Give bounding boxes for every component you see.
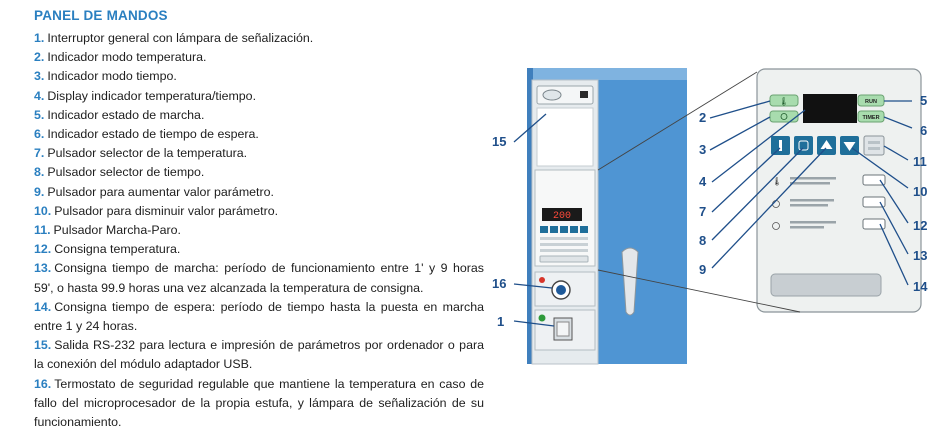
legend-item-text: Pulsador selector de la temperatura.	[47, 146, 248, 161]
legend-item-number: 4.	[34, 88, 45, 103]
callout-13: 13	[913, 248, 928, 263]
legend-item-number: 11.	[34, 223, 51, 238]
legend-item-number: 5.	[34, 107, 45, 122]
legend-item-text: Salida RS-232 para lectura e impresión de parámetros por ordenador o para la conexión del módulo adaptador USB.	[34, 338, 484, 372]
consign-temperature-text-line	[790, 182, 830, 185]
mini-button	[570, 226, 578, 233]
callout-5: 5	[920, 93, 928, 108]
legend-item-number: 10.	[34, 203, 52, 218]
legend-item-number: 8.	[34, 165, 45, 180]
consign-wait-time-text-line	[790, 226, 824, 229]
legend-item-number: 1.	[34, 31, 45, 45]
main-switch-lamp	[539, 315, 546, 322]
thermometer-icon: 🌡	[778, 97, 790, 106]
legend-item-number: 14.	[34, 299, 52, 314]
thermostat-lamp	[539, 277, 545, 283]
legend-item-text: Indicador estado de tiempo de espera.	[47, 127, 259, 142]
legend-item-number: 9.	[34, 184, 45, 199]
legend-item-text: Pulsador para disminuir valor parámetro.	[54, 203, 279, 218]
callout-10: 10	[913, 184, 928, 199]
run-stop-label-line	[868, 147, 880, 150]
mini-button	[550, 226, 558, 233]
timer-label: TIMER	[862, 115, 880, 121]
legend-item-number: 3.	[34, 69, 45, 84]
run-label: RUN	[865, 99, 877, 105]
callout-7: 7	[699, 204, 707, 219]
run-stop-label-line	[868, 141, 880, 144]
rs232-socket	[580, 91, 588, 98]
button-run-stop	[864, 136, 884, 155]
legend-item-number: 12.	[34, 242, 52, 257]
mini-button	[580, 226, 588, 233]
callout-14: 14	[913, 279, 928, 294]
callout-6: 6	[920, 123, 928, 138]
mini-display-value: 200	[552, 211, 572, 222]
legend-item-number: 7.	[34, 146, 45, 161]
zoomed-panel	[757, 69, 921, 312]
legend-item-number: 13.	[34, 261, 52, 276]
callout-11: 11	[913, 154, 927, 169]
legend-item-text: Display indicador temperatura/tiempo.	[47, 88, 257, 103]
legend-item-number: 15.	[34, 338, 52, 353]
consign-run-time-text-line	[790, 199, 834, 202]
legend-item-number: 16.	[34, 376, 52, 391]
oven-top-edge	[527, 68, 687, 80]
consign-wait-time-text-line	[790, 221, 836, 224]
oven-illustration	[527, 68, 687, 364]
consign-run-time-text-line	[790, 204, 828, 207]
main-switch-rocker	[557, 322, 569, 336]
legend-item-text: Pulsador Marcha-Paro.	[53, 223, 181, 238]
mini-consign-line	[540, 243, 588, 246]
legend-title: PANEL DE MANDOS	[34, 8, 168, 23]
callout-9: 9	[699, 262, 707, 277]
mini-button	[540, 226, 548, 233]
mini-bottom-slot	[540, 256, 588, 262]
thermometer-icon: 🌡	[772, 177, 783, 186]
legend-item-number: 2.	[34, 50, 45, 65]
legend-item-text: Consigna tiempo de espera: período de tiempo hasta la puesta en marcha entre 1 y 24 horas.	[34, 299, 484, 334]
legend-item-text: Consigna tiempo de marcha: período de funcionamiento entre 1' y 9 horas 59', o hasta 99.9 horas una vez alcanzada la temperatura de consigna.	[34, 261, 484, 295]
callout-2: 2	[699, 110, 707, 125]
legend-item-text: Indicador modo temperatura.	[47, 50, 207, 65]
thermostat-knob-center	[556, 285, 566, 295]
callout-15: 15	[492, 134, 507, 149]
callout-16: 16	[492, 276, 507, 291]
callout-3: 3	[699, 142, 707, 157]
callout-1: 1	[497, 314, 505, 329]
panel-bottom-slot	[771, 274, 881, 296]
legend-item-text: Termostato de seguridad regulable que mantiene la temperatura en caso de fallo del microprocesador de la propia estufa, y lámpara de señalización de su funcionamiento.	[34, 376, 484, 430]
mini-consign-line	[540, 237, 588, 240]
oven-label-plate	[537, 108, 593, 166]
rs232-connector	[543, 90, 561, 100]
legend-item-text: Interruptor general con lámpara de señalización.	[47, 31, 314, 45]
legend-item-text: Consigna temperatura.	[54, 242, 181, 257]
button-time-select	[794, 136, 813, 155]
legend-item-text: Pulsador selector de tiempo.	[47, 165, 205, 180]
legend-item-number: 6.	[34, 127, 45, 142]
mini-consign-line	[540, 249, 588, 252]
legend-item-text: Indicador estado de marcha.	[47, 107, 205, 122]
legend-item-text: Indicador modo tiempo.	[47, 69, 177, 84]
callout-8: 8	[699, 233, 707, 248]
legend-item-text: Pulsador para aumentar valor parámetro.	[47, 184, 274, 199]
panel-display	[803, 94, 857, 123]
mini-button	[560, 226, 568, 233]
callout-12: 12	[913, 218, 928, 233]
indicator-time	[770, 111, 798, 122]
callout-4: 4	[699, 174, 707, 189]
